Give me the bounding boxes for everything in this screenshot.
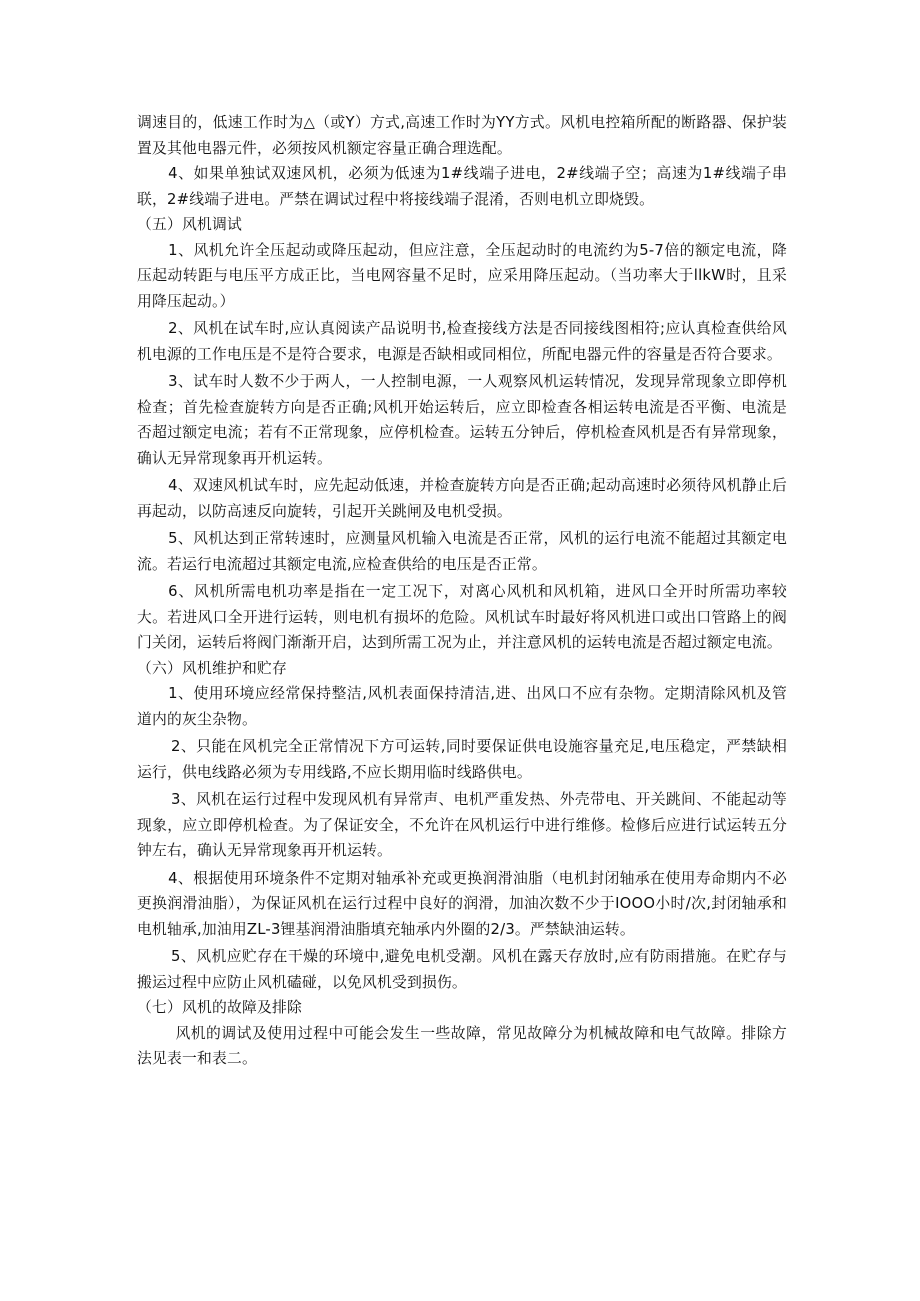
paragraph-abnormal-operation: 3、风机在运行过程中发现风机有异常声、电机严重发热、外壳带电、开关跳间、不能起动等现象，应立即停机检查。为了保证安全，不允许在风机运行中进行维修。检修后应进行试运转五分钟左右，确认无异常现象再开机运转。 (137, 791, 787, 859)
paragraph-cleanliness: 1、使用环境应经常保持整洁,风机表面保持清洁,进、出风口不应有杂物。定期清除风机及管道内的灰尘杂物。 (137, 685, 787, 728)
paragraph-start-mode: 1、风机允许全压起动或降压起动，但应注意，全压起动时的电流约为5-7倍的额定电流，降压起动转距与电压平方成正比，当电网容量不足时，应采用降压起动。（当功率大于llkW时，且采用降压起动。） (137, 241, 787, 310)
document-page (137, 110, 787, 1072)
paragraph-test-run-check: 2、风机在试车时,应认真阅读产品说明书,检查接线方法是否同接线图相符;应认真检查供给风机电源的工作电压是不是符合要求，电源是否缺相或同相位，所配电器元件的容量是否符合要求。 (137, 320, 787, 363)
paragraph-storage: 5、风机应贮存在干燥的环境中,避免电机受潮。风机在露天存放时,应有防雨措施。在贮存与搬运过程中应防止风机磕碰，以免风机受到损伤。 (137, 948, 787, 991)
section-heading-fan-commissioning: （五）风机调试 (137, 216, 242, 233)
paragraph-lubrication: 4、根据使用环境条件不定期对轴承补充或更换润滑油脂（电机封闭轴承在使用寿命期内不必更换润滑油脂），为保证风机在运行过程中良好的润滑，加油次数不少于IOOO小时/次,封闭轴承和电机轴承,加油用ZL-3锂基润滑油脂填充轴承内外圈的2/3。严禁缺油运转。 (137, 869, 787, 938)
paragraph-test-run-staff: 3、试车时人数不少于两人，一人控制电源，一人观察风机运转情况，发现异常现象立即停机检查；首先检查旋转方向是否正确;风机开始运转后，应立即检查各相运转电流是否平衡、电流是否超过额定电流；若有不正常现象，应停机检查。运转五分钟后，停机检查风机是否有异常现象，确认无异常现象再开机运转。 (137, 373, 787, 467)
paragraph-speed-purpose: 调速目的，低速工作时为△（或Y）方式,高速工作时为YY方式。风机电控箱所配的断路器、保护装置及其他电器元件，必须按风机额定容量正确合理选配。 (137, 114, 787, 157)
paragraph-dual-speed-wiring: 4、如果单独试双速风机，必须为低速为1#线端子进电，2#线端子空；高速为1#线端子串联，2#线端子进电。严禁在调试过程中将接线端子混淆，否则电机立即烧毁。 (137, 165, 787, 208)
paragraph-motor-power: 6、风机所需电机功率是指在一定工况下，对离心风机和风机箱，进风口全开时所需功率较大。若进风口全开进行运转，则电机有损坏的危险。风机试车时最好将风机进口或出口管路上的阀门关闭，运转后将阀门渐渐开启，达到所需工况为止，并注意风机的运转电流是否超过额定电流。 (137, 583, 787, 651)
paragraph-power-supply: 2、只能在风机完全正常情况下方可运转,同时要保证供电设施容量充足,电压稳定，严禁缺相运行，供电线路必须为专用线路,不应长期用临时线路供电。 (137, 738, 787, 781)
section-heading-faults: （七）风机的故障及排除 (137, 999, 302, 1016)
paragraph-rated-current: 5、风机达到正常转速时，应测量风机输入电流是否正常，风机的运行电流不能超过其额定电流。若运行电流超过其额定电流,应检查供给的电压是否正常。 (137, 530, 787, 573)
section-heading-maintenance-storage: （六）风机维护和贮存 (137, 659, 287, 677)
paragraph-fault-intro: 风机的调试及使用过程中可能会发生一些故障，常见故障分为机械故障和电气故障。排除方法见表一和表二。 (137, 1024, 787, 1067)
paragraph-dual-speed-test: 4、双速风机试车时，应先起动低速，并检查旋转方向是否正确;起动高速时必须待风机静止后再起动，以防高速反向旋转，引起开关跳闸及电机受损。 (137, 477, 787, 520)
